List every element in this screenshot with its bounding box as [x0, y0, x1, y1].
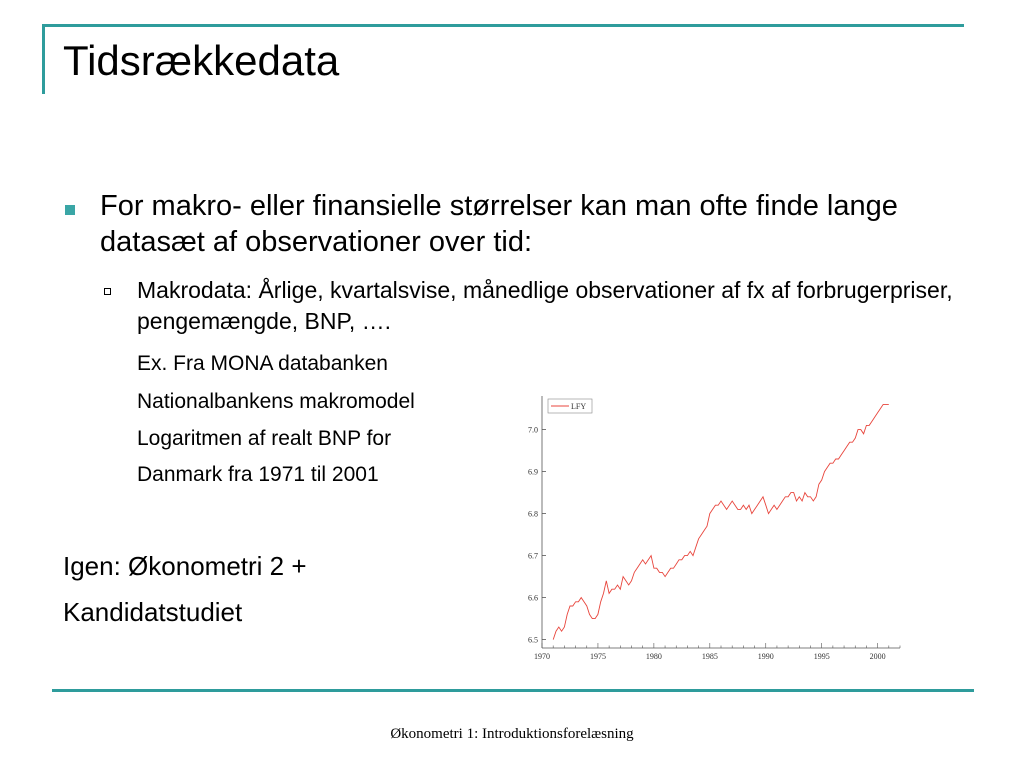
- footer-divider: [52, 689, 974, 692]
- note-line: Igen: Økonometri 2 +: [63, 551, 307, 581]
- y-tick-label: 6.5: [528, 635, 538, 645]
- x-tick-label: 2000: [869, 652, 886, 661]
- hollow-square-bullet-icon: [104, 288, 111, 295]
- x-tick-label: 1970: [534, 652, 550, 661]
- title-accent-horizontal: [42, 24, 964, 27]
- y-tick-label: 6.6: [528, 593, 538, 603]
- y-tick-label: 6.7: [528, 551, 538, 561]
- text-line: Logaritmen af realt BNP for: [137, 427, 392, 450]
- footer-text: Økonometri 1: Introduktionsforelæsning: [390, 726, 634, 742]
- series-line-lfy: [553, 404, 889, 639]
- x-tick-label: 1980: [645, 652, 662, 661]
- x-tick-label: 1975: [589, 652, 606, 661]
- x-tick-label: 1985: [701, 652, 718, 661]
- slide-title: Tidsrækkedata: [63, 37, 340, 84]
- y-tick-label: 7.0: [528, 425, 538, 435]
- y-tick-label: 6.8: [528, 509, 538, 519]
- text-line: Nationalbankens makromodel: [137, 390, 415, 413]
- x-tick-label: 1995: [813, 652, 830, 661]
- gdp-line-chart: [508, 390, 908, 670]
- text-line: Ex. Fra MONA databanken: [137, 352, 388, 375]
- x-tick-label: 1990: [757, 652, 774, 661]
- title-accent-vertical: [42, 24, 45, 94]
- legend-label: LFY: [571, 402, 587, 411]
- main-bullet-text: For makro- eller finansielle størrelser kan man ofte finde lange datasæt af observationer over tid:: [100, 190, 898, 258]
- text-line: Danmark fra 1971 til 2001: [137, 463, 379, 486]
- note-line: Kandidatstudiet: [63, 597, 243, 627]
- sub-bullet-text: Makrodata: Årlige, kvartalsvise, månedlige observationer af fx af forbrugerpriser, pengemængde, BNP, ….: [137, 277, 953, 334]
- square-bullet-icon: [65, 205, 75, 215]
- y-tick-label: 6.9: [528, 467, 538, 477]
